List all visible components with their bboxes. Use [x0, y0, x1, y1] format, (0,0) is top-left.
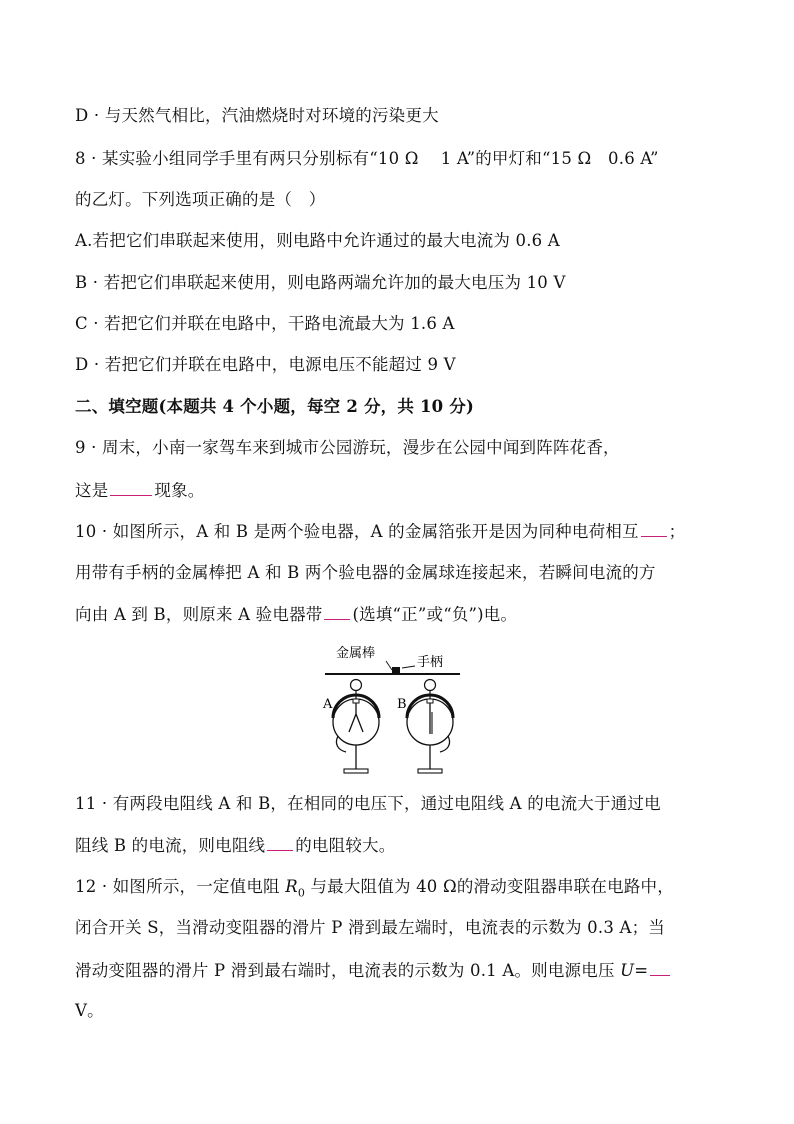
- electroscope-a: [333, 680, 379, 774]
- question-12-line2: 闭合开关 S，当滑动变阻器的滑片 P 滑到最左端时，电流表的示数为 0.3 A；当: [75, 918, 665, 937]
- electroscope-a-label: A: [323, 697, 333, 712]
- question-10-line1: [75, 519, 685, 544]
- electroscope-diagram: [320, 644, 470, 780]
- option-8d: D · 若把它们并联在电路中，电源电压不能超过 9 V: [75, 355, 456, 374]
- resistor-symbol: R: [285, 877, 298, 896]
- voltage-symbol: U: [620, 961, 635, 980]
- question-11-line1: 11 · 有两段电阻线 A 和 B，在相同的电压下，通过电阻线 A 的电流大于通过电: [75, 794, 661, 813]
- resistor-subscript: 0: [297, 886, 306, 900]
- question-10-text-post: ；: [668, 522, 686, 541]
- question-12-text-post: 与最大阻值为 40 Ω的滑动变阻器串联在电路中，: [305, 877, 674, 896]
- question-12c-text-pre: 滑动变阻器的滑片 P 滑到最右端时，电流表的示数为 0.1 A。则电源电压: [75, 961, 621, 980]
- question-8-stem-line2: 的乙灯。下列选项正确的是（ ）: [75, 190, 326, 209]
- electroscope-figure: [320, 644, 470, 780]
- answer-blank-10a[interactable]: [641, 519, 667, 537]
- question-8-stem-line1: 8 · 某实验小组同学手里有两只分别标有“10 Ω 1 A”的甲灯和“15 Ω 0.6 A”: [75, 149, 659, 168]
- question-10-text-pre: 10 · 如图所示，A 和 B 是两个验电器，A 的金属箔张开是因为同种电荷相互: [75, 522, 639, 541]
- handle-pointer-line: [402, 666, 415, 668]
- section-heading-fill-blanks: 二、填空题(本题共 4 个小题，每空 2 分，共 10 分): [75, 397, 475, 416]
- question-11-text-pre: 阻线 B 的电流，则电阻线: [75, 836, 266, 855]
- question-9-text-post: 现象。: [154, 481, 205, 500]
- question-12-line4: V。: [75, 1001, 104, 1020]
- answer-blank-12[interactable]: [650, 958, 670, 976]
- answer-blank-11[interactable]: [267, 833, 293, 851]
- equals-sign: =: [634, 961, 649, 980]
- handle-label: 手柄: [417, 655, 444, 670]
- option-8a: A.若把它们串联起来使用，则电路中允许通过的最大电流为 0.6 A: [75, 231, 560, 250]
- electroscope-b: [407, 680, 453, 774]
- rod-label: 金属棒: [336, 646, 376, 661]
- question-10c-text-pre: 向由 A 到 B，则原来 A 验电器带: [75, 605, 323, 624]
- option-8b: B · 若把它们串联起来使用，则电路两端允许加的最大电压为 10 V: [75, 273, 566, 292]
- question-12-text-pre: 12 · 如图所示，一定值电阻: [75, 877, 286, 896]
- answer-blank-10b[interactable]: [324, 602, 350, 620]
- question-12-line1: [75, 875, 674, 905]
- rod-handle: [392, 667, 400, 674]
- question-9-text-pre: 这是: [75, 481, 109, 500]
- question-12-line3: [75, 958, 672, 983]
- question-10-line2: 用带有手柄的金属棒把 A 和 B 两个验电器的金属球连接起来，若瞬间电流的方: [75, 563, 656, 582]
- question-11-line2: [75, 833, 395, 858]
- option-8c: C · 若把它们并联在电路中，干路电流最大为 1.6 A: [75, 314, 455, 333]
- rod-pointer-line: [386, 661, 392, 670]
- option-7d: D · 与天然气相比，汽油燃烧时对环境的污染更大: [75, 106, 439, 125]
- question-11-text-post: 的电阻较大。: [295, 836, 396, 855]
- answer-blank-9[interactable]: [110, 478, 152, 496]
- question-9-line2: [75, 478, 205, 503]
- question-10-line3: [75, 602, 517, 627]
- question-10c-text-post: (选填“正”或“负”)电。: [352, 605, 518, 624]
- electroscope-b-label: B: [397, 697, 407, 712]
- question-9-line1: 9 · 周末，小南一家驾车来到城市公园游玩，漫步在公园中闻到阵阵花香，: [75, 438, 620, 457]
